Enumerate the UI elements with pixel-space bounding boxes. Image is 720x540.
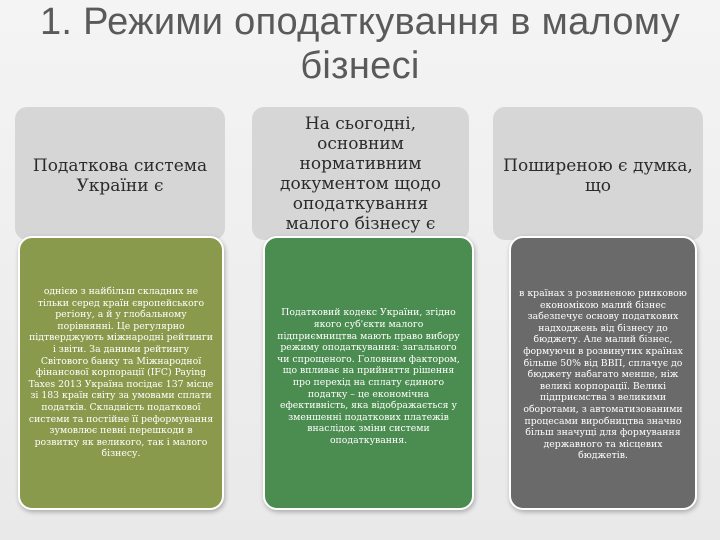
common-opinion-heading-card — [493, 107, 703, 240]
tax-system-heading: Податкова система України є — [32, 155, 208, 196]
common-opinion-body: в країнах з розвиненою ринковою економікою малий бізнес забезпечує основу податкових надходжень від бізнесу до бюджету. Але малий бізнес, формуючи в розвинутих країнах більше 50% від ВВП, сплачує до бюджету набагато менше, ніж великі корпорації. Великі підприємства з великими оборотами, з автоматизованими процесами виробництва значно більш значущі для формування державного та місцевих бюджетів. — [519, 288, 687, 462]
page-title-line-2: бізнесі — [300, 45, 420, 87]
tax-system-body: однією з найбільш складних не тільки серед країн європейського регіону, а й у глобальному порівнянні. Це регулярно підтверджують міжнародні рейтинги і звіти. За даними рейтингу Світового банку та Міжнародної фінансової корпорації (IFC) Paying Taxes 2013 Україна посідає 137 місце зі 183 країн світу за умовами сплати податків. Складність податкової системи та постійне її реформування зумовлює певні перешкоди в розвитку як великого, так і малого бізнесу. — [28, 286, 214, 460]
regulatory-document-heading: На сьогодні, основним нормативним документом щодо оподаткування малого бізнесу є — [280, 113, 441, 234]
page-title — [0, 0, 720, 88]
common-opinion-heading: Поширеною є думка, що — [503, 155, 693, 196]
regulatory-document-body-card — [263, 236, 474, 510]
tax-system-heading-card — [15, 107, 225, 240]
page-title-line-1: 1. Режими оподаткування в малому — [39, 1, 680, 43]
tax-system-body-card — [18, 236, 224, 510]
regulatory-document-heading-card — [252, 107, 469, 240]
common-opinion-body-card — [509, 236, 697, 510]
regulatory-document-body: Податковий кодекс України, згідно якого суб'єкти малого підприємництва мають право вибору режиму оподаткування: загального чи спрощеного. Головним фактором, що впливає на прийняття рішення про перехід на сплату єдиного податку – це економічна ефективність, яка відображається у зменшенні податкових платежів внаслідок зміни системи оподаткування. — [277, 307, 460, 446]
